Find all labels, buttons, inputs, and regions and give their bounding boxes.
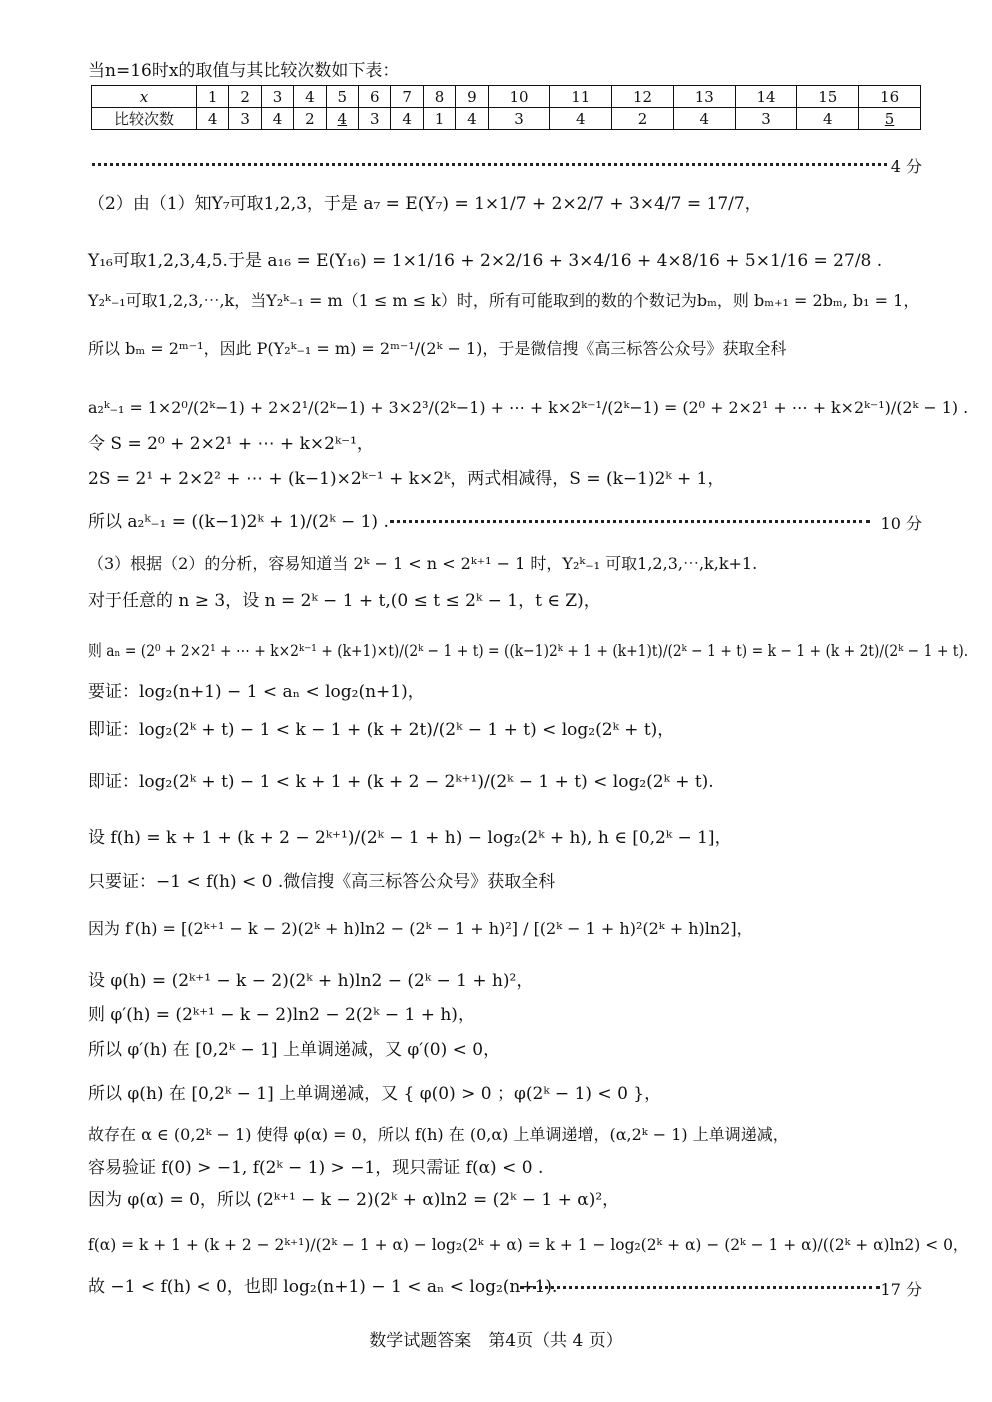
score-4: 4 分 bbox=[890, 157, 922, 176]
table-cell: 5 bbox=[859, 108, 921, 130]
solution-line: 所以 φ′(h) 在 [0,2ᵏ − 1] 上单调递减，又 φ′(0) < 0， bbox=[88, 1040, 501, 1060]
table-cell: 3 bbox=[261, 86, 293, 108]
table-cell: 3 bbox=[488, 108, 550, 130]
solution-line: 要证：log₂(n+1) − 1 < aₙ < log₂(n+1)， bbox=[88, 682, 425, 702]
solution-line: 因为 φ(α) = 0，所以 (2ᵏ⁺¹ − k − 2)(2ᵏ + α)ln2 = (2ᵏ − 1 + α)²， bbox=[88, 1190, 620, 1210]
table-header-counts: 比较次数 bbox=[92, 108, 197, 130]
table-cell: 13 bbox=[673, 86, 735, 108]
solution-line: f(α) = k + 1 + (k + 2 − 2ᵏ⁺¹)/(2ᵏ − 1 + α) − log₂(2ᵏ + α) = k + 1 − log₂(2ᵏ + α) − (2ᵏ − 1 + α)/((2ᵏ + α)ln2) < 0， bbox=[88, 1235, 969, 1254]
table-cell: 1 bbox=[423, 108, 455, 130]
table-cell: 3 bbox=[735, 108, 797, 130]
comparison-table bbox=[91, 85, 921, 130]
solution-line: 故 −1 < f(h) < 0，也即 log₂(n+1) − 1 < aₙ < log₂(n+1). bbox=[88, 1277, 558, 1297]
score-17: 17 分 bbox=[880, 1280, 922, 1299]
solution-line: 即证：log₂(2ᵏ + t) − 1 < k − 1 + (k + 2t)/(2ᵏ − 1 + t) < log₂(2ᵏ + t)， bbox=[88, 720, 675, 740]
table-cell: 5 bbox=[326, 86, 358, 108]
solution-line: Y₂ᵏ₋₁可取1,2,3,⋯,k，当Y₂ᵏ₋₁ = m（1 ≤ m ≤ k）时，所有可能取到的数的个数记为bₘ，则 bₘ₊₁ = 2bₘ, b₁ = 1， bbox=[88, 291, 920, 310]
score-leader-dots bbox=[92, 163, 887, 166]
solution-line: 所以 φ(h) 在 [0,2ᵏ − 1] 上单调递减，又 { φ(0) > 0 ；φ(2ᵏ − 1) < 0 }， bbox=[88, 1084, 662, 1104]
table-cell: 3 bbox=[229, 108, 261, 130]
solution-line: （2）由（1）知Y₇可取1,2,3，于是 a₇ = E(Y₇) = 1×1/7 + 2×2/7 + 3×4/7 = 17/7， bbox=[88, 194, 762, 214]
solution-line: 设 φ(h) = (2ᵏ⁺¹ − k − 2)(2ᵏ + h)ln2 − (2ᵏ − 1 + h)²， bbox=[88, 971, 534, 991]
solution-line: a₂ᵏ₋₁ = 1×2⁰/(2ᵏ−1) + 2×2¹/(2ᵏ−1) + 3×2³/(2ᵏ−1) + ⋯ + k×2ᵏ⁻¹/(2ᵏ−1) = (2⁰ + 2×2¹ + ⋯ + k×2ᵏ⁻¹)/(2ᵏ − 1) . bbox=[88, 398, 969, 417]
table-cell: 2 bbox=[294, 108, 326, 130]
table-cell: 2 bbox=[229, 86, 261, 108]
page-footer: 数学试题答案 第4页（共 4 页） bbox=[369, 1331, 623, 1351]
table-cell: 4 bbox=[673, 108, 735, 130]
table-cell: 3 bbox=[359, 108, 391, 130]
score-leader-dots bbox=[390, 520, 870, 523]
score-10: 10 分 bbox=[880, 514, 922, 533]
solution-line: 因为 f′(h) = [(2ᵏ⁺¹ − k − 2)(2ᵏ + h)ln2 − (2ᵏ − 1 + h)²] / [(2ᵏ − 1 + h)²(2ᵏ + h)ln2]， bbox=[88, 919, 753, 938]
table-cell: 10 bbox=[488, 86, 550, 108]
table-cell: 4 bbox=[261, 108, 293, 130]
table-cell: 2 bbox=[612, 108, 674, 130]
table-cell: 4 bbox=[391, 108, 423, 130]
table-cell: 4 bbox=[797, 108, 859, 130]
table-cell: 4 bbox=[456, 108, 488, 130]
table-cell: 4 bbox=[326, 108, 358, 130]
solution-line: 容易验证 f(0) > −1, f(2ᵏ − 1) > −1，现只需证 f(α) < 0 . bbox=[88, 1158, 544, 1178]
solution-line: Y₁₆可取1,2,3,4,5.于是 a₁₆ = E(Y₁₆) = 1×1/16 + 2×2/16 + 3×4/16 + 4×8/16 + 5×1/16 = 27/8 . bbox=[88, 251, 883, 271]
table-cell: 9 bbox=[456, 86, 488, 108]
score-leader-dots bbox=[520, 1286, 880, 1289]
table-cell: 12 bbox=[612, 86, 674, 108]
table-cell: 1 bbox=[197, 86, 229, 108]
solution-line: 所以 a₂ᵏ₋₁ = ((k−1)2ᵏ + 1)/(2ᵏ − 1) . bbox=[88, 512, 389, 532]
table-cell: 14 bbox=[735, 86, 797, 108]
solution-line: 令 S = 2⁰ + 2×2¹ + ⋯ + k×2ᵏ⁻¹， bbox=[88, 434, 374, 454]
table-row-counts bbox=[92, 108, 921, 130]
solution-line: 所以 bₘ = 2ᵐ⁻¹，因此 P(Y₂ᵏ₋₁ = m) = 2ᵐ⁻¹/(2ᵏ − 1)，于是微信搜《高三标答公众号》获取全科 bbox=[88, 339, 787, 358]
table-cell: 7 bbox=[391, 86, 423, 108]
table-row-x bbox=[92, 86, 921, 108]
solution-line: 只要证：−1 < f(h) < 0 .微信搜《高三标答公众号》获取全科 bbox=[88, 872, 556, 892]
table-cell: 11 bbox=[550, 86, 612, 108]
table-header-x: x bbox=[92, 86, 197, 108]
table-cell: 4 bbox=[294, 86, 326, 108]
table-cell: 4 bbox=[550, 108, 612, 130]
solution-line: 故存在 α ∈ (0,2ᵏ − 1) 使得 φ(α) = 0，所以 f(h) 在 (0,α) 上单调递增，(α,2ᵏ − 1) 上单调递减， bbox=[88, 1125, 789, 1144]
solution-line: 则 φ′(h) = (2ᵏ⁺¹ − k − 2)ln2 − 2(2ᵏ − 1 + h)， bbox=[88, 1005, 475, 1025]
table-cell: 15 bbox=[797, 86, 859, 108]
table-cell: 6 bbox=[359, 86, 391, 108]
solution-line: 2S = 2¹ + 2×2² + ⋯ + (k−1)×2ᵏ⁻¹ + k×2ᵏ，两式相减得，S = (k−1)2ᵏ + 1， bbox=[88, 469, 725, 489]
solution-line: 即证：log₂(2ᵏ + t) − 1 < k + 1 + (k + 2 − 2ᵏ⁺¹)/(2ᵏ − 1 + t) < log₂(2ᵏ + t). bbox=[88, 772, 714, 792]
solution-line: （3）根据（2）的分析，容易知道当 2ᵏ − 1 < n < 2ᵏ⁺¹ − 1 时，Y₂ᵏ₋₁ 可取1,2,3,⋯,k,k+1. bbox=[88, 554, 758, 573]
solution-line: 对于任意的 n ≥ 3，设 n = 2ᵏ − 1 + t,(0 ≤ t ≤ 2ᵏ − 1，t ∈ Z)， bbox=[88, 591, 601, 611]
table-cell: 16 bbox=[859, 86, 921, 108]
table-intro: 当n=16时x的取值与其比较次数如下表： bbox=[88, 61, 400, 81]
solution-line: 设 f(h) = k + 1 + (k + 2 − 2ᵏ⁺¹)/(2ᵏ − 1 + h) − log₂(2ᵏ + h), h ∈ [0,2ᵏ − 1]， bbox=[88, 828, 732, 848]
table-cell: 4 bbox=[197, 108, 229, 130]
table-cell: 8 bbox=[423, 86, 455, 108]
solution-line: 则 aₙ = (2⁰ + 2×2¹ + ⋯ + k×2ᵏ⁻¹ + (k+1)×t)/(2ᵏ − 1 + t) = ((k−1)2ᵏ + 1 + (k+1)t)/(2ᵏ − 1 + t) = k − 1 + (k + 2t)/(2ᵏ − 1 + t). bbox=[88, 641, 969, 660]
